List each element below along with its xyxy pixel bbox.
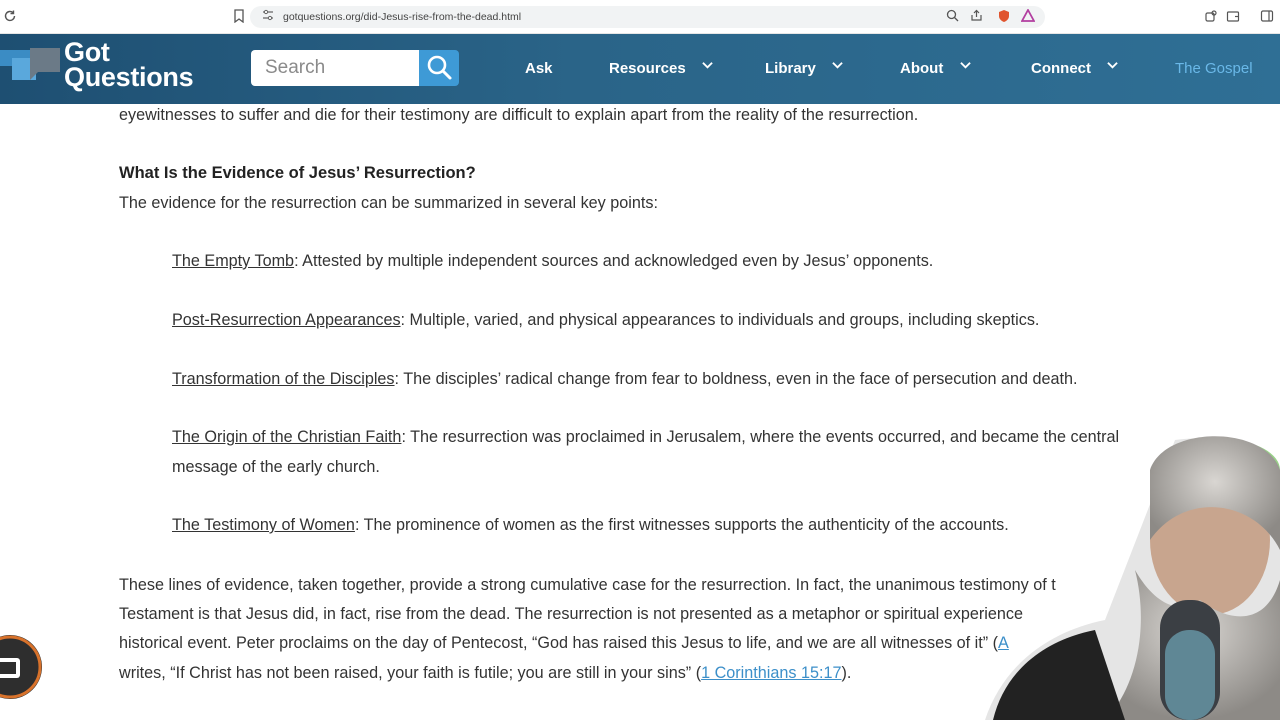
closing-line-4-end: ). <box>841 664 852 682</box>
evidence-term-link[interactable]: Post-Resurrection Appearances <box>172 311 401 329</box>
nav-library[interactable] <box>765 60 843 77</box>
intro-paragraph-tail: eyewitnesses to suffer and die for their testimony are difficult to explain apart from the reality of the resurrection. <box>119 106 919 124</box>
search-icon <box>419 50 459 86</box>
evidence-text: : Attested by multiple independent sources and acknowledged even by Jesus’ opponents. <box>294 252 934 270</box>
evidence-text: : The prominence of women as the first witnesses supports the authenticity of the accounts. <box>354 516 1009 534</box>
closing-line-1: These lines of evidence, taken together, provide a strong cumulative case for the resurrection. In fact, the unanimous testimony of t <box>119 576 1056 594</box>
chevron-down-icon <box>702 60 713 71</box>
lead-paragraph: The evidence for the resurrection can be summarized in several key points: <box>119 194 658 212</box>
extensions-icon[interactable] <box>1203 9 1219 25</box>
zoom-icon[interactable] <box>944 9 960 25</box>
nav-ask[interactable] <box>525 60 553 77</box>
sidebar-icon[interactable] <box>1259 9 1275 25</box>
webcam-overlay <box>985 430 1280 720</box>
nav-ask-label: Ask <box>525 60 553 77</box>
evidence-point <box>172 364 1172 394</box>
evidence-term-link[interactable]: Transformation of the Disciples <box>172 370 395 388</box>
url-text[interactable]: gotquestions.org/did-Jesus-rise-from-the-dead.html <box>283 11 522 23</box>
nav-about-label: About <box>900 60 944 77</box>
closing-line-4 <box>119 664 851 683</box>
logo-speech-bubbles-icon[interactable] <box>0 44 62 90</box>
share-icon[interactable] <box>968 9 984 25</box>
site-logo[interactable] <box>64 37 194 92</box>
site-header <box>0 34 1280 104</box>
nav-library-label: Library <box>765 60 816 77</box>
nav-about[interactable] <box>900 60 971 77</box>
logo-line-1: Got <box>64 37 110 67</box>
nav-connect[interactable] <box>1031 60 1118 77</box>
browser-toolbar <box>0 0 1280 34</box>
address-bar[interactable] <box>250 6 1045 28</box>
evidence-term-link[interactable]: The Origin of the Christian Faith <box>172 428 402 446</box>
brave-shield-icon[interactable] <box>996 9 1012 25</box>
closing-line-4-text: writes, “If Christ has not been raised, your faith is futile; you are still in your sins” ( <box>119 664 702 682</box>
evidence-text: : The disciples’ radical change from fear to boldness, even in the face of persecution and death. <box>394 370 1078 388</box>
nav-gospel-label: The Gospel <box>1175 60 1253 77</box>
closing-line-2: Testament is that Jesus did, in fact, rise from the dead. The resurrection is not presented as a metaphor or spiritual experience <box>119 605 1023 623</box>
rewards-icon[interactable] <box>1020 9 1036 25</box>
nav-resources-label: Resources <box>609 60 686 77</box>
chevron-down-icon <box>832 60 843 71</box>
closing-line-3-text: historical event. Peter proclaims on the day of Pentecost, “God has raised this Jesus to life, and we are all witnesses of it” ( <box>119 634 999 652</box>
logo-line-2: Questions <box>64 62 194 92</box>
closing-line-3 <box>119 634 1009 653</box>
site-settings-icon[interactable] <box>260 9 276 25</box>
search-input[interactable] <box>251 50 419 86</box>
reload-icon[interactable] <box>2 9 18 25</box>
nav-the-gospel[interactable] <box>1175 60 1253 77</box>
bookmark-icon[interactable] <box>231 9 247 25</box>
evidence-point <box>172 305 1172 335</box>
section-heading: What Is the Evidence of Jesus’ Resurrection? <box>119 164 476 182</box>
corinthians-reference-link[interactable]: 1 Corinthians 15:17 <box>701 664 842 682</box>
stream-badge-icon <box>0 632 44 702</box>
evidence-text: : The resurrection was proclaimed in Jerusalem, where the events occurred, and became the central message of the early church. <box>172 428 1120 476</box>
evidence-text: : Multiple, varied, and physical appearances to individuals and groups, including skeptics. <box>400 311 1040 329</box>
search-button[interactable] <box>419 50 459 86</box>
nav-resources[interactable] <box>609 60 713 77</box>
chevron-down-icon <box>960 60 971 71</box>
wallet-icon[interactable] <box>1225 9 1241 25</box>
evidence-term-link[interactable]: The Testimony of Women <box>172 516 355 534</box>
nav-connect-label: Connect <box>1031 60 1091 77</box>
acts-reference-link[interactable]: A <box>998 634 1009 652</box>
evidence-term-link[interactable]: The Empty Tomb <box>172 252 295 270</box>
evidence-point <box>172 246 1172 276</box>
chevron-down-icon <box>1107 60 1118 71</box>
